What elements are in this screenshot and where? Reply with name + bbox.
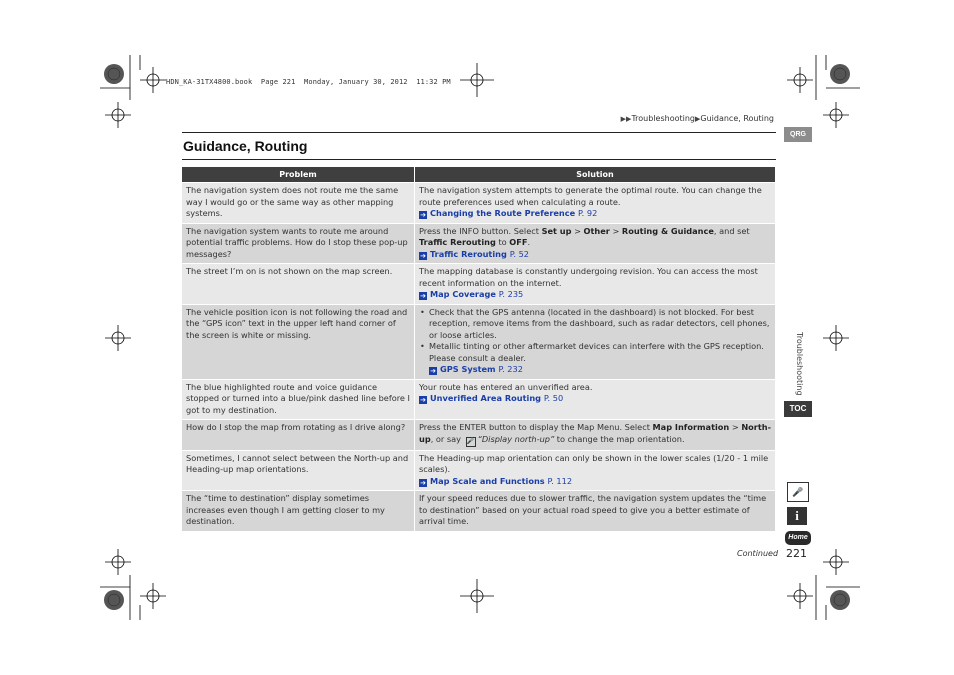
page-title: Guidance, Routing <box>183 138 308 154</box>
continued-label: Continued <box>737 549 779 558</box>
cross-reference-link[interactable]: ➔ Unverified Area Routing P. 50 <box>420 393 564 404</box>
troubleshooting-table <box>182 167 775 531</box>
voice-command-text: “Display north-up” <box>477 433 555 444</box>
solution-cell <box>415 379 776 420</box>
table-row <box>182 183 775 224</box>
solution-bullet-list <box>419 307 771 376</box>
breadcrumb-section[interactable]: Troubleshooting <box>631 114 695 123</box>
cross-reference-link[interactable]: ➔ Map Scale and Functions P. 112 <box>420 475 573 487</box>
cross-reference-link[interactable]: ➔ Traffic Rerouting P. 52 <box>420 248 529 260</box>
table-row <box>182 420 775 451</box>
link-arrow-icon: ➔ <box>420 478 426 487</box>
table-row <box>182 491 775 531</box>
solution-cell <box>415 304 776 379</box>
list-item: • Check that the GPS antenna (located in the dashboard) is not blocked. For best reception, remove items from the dashboard, such as radar detectors, cell phones, or loose articles. <box>429 307 771 342</box>
page-number: 221 <box>786 547 807 560</box>
problem-cell: The navigation system does not route me the same way I would go or the same way as other mapping systems. <box>182 183 415 224</box>
solution-text: Your route has entered an unverified area. <box>419 381 593 392</box>
cross-reference-link[interactable]: ➔ Map Coverage P. 235 <box>420 289 524 300</box>
list-item: • Metallic tinting or other aftermarket devices can interfere with the GPS reception. Please consult a dealer. ➔ GPS System P. 232 <box>429 341 771 376</box>
column-header-problem: Problem <box>182 167 415 183</box>
link-arrow-icon: ➔ <box>420 251 426 260</box>
problem-cell: The vehicle position icon is not following the road and the “GPS icon” text in the upper left hand corner of the screen is white or missing. <box>182 304 415 379</box>
table-row <box>182 450 775 491</box>
breadcrumb <box>621 114 774 123</box>
info-index-icon[interactable]: i <box>787 507 807 525</box>
solution-cell: Press the INFO button. Select Set up > Other > Routing & Guidance, and set Traffic Rerouting to OFF. ➔ Traffic Rerouting P. 52 <box>415 223 776 264</box>
title-rule-top <box>182 132 776 133</box>
voice-command-icon: 🎤 <box>466 437 475 445</box>
toc-tab[interactable]: TOC <box>784 401 812 417</box>
solution-text: The mapping database is constantly undergoing revision. You can access the most recent information on the internet. <box>419 266 758 288</box>
breadcrumb-page: Guidance, Routing <box>700 114 774 123</box>
breadcrumb-arrow-icon: ▶▶ <box>620 115 632 123</box>
problem-cell: Sometimes, I cannot select between the North-up and Heading-up map orientations. <box>182 450 415 491</box>
solution-cell <box>415 450 776 491</box>
problem-cell: The navigation system wants to route me around potential traffic problems. How do I stop these pop-up messages? <box>182 223 415 264</box>
table-row <box>182 379 775 420</box>
link-arrow-icon: ➔ <box>420 396 426 404</box>
link-arrow-icon: ➔ <box>420 211 426 219</box>
voice-command-index-icon[interactable]: 🎤 <box>787 482 809 502</box>
link-arrow-icon: ➔ <box>430 367 436 375</box>
solution-cell <box>415 183 776 224</box>
table-row <box>182 304 775 379</box>
print-header: HDN_KA-31TX4800.book Page 221 Monday, January 30, 2012 11:32 PM <box>166 78 451 86</box>
solution-text: The Heading-up map orientation can only be shown in the lower scales (1/20 - 1 mile scales). <box>419 452 769 474</box>
problem-cell: The blue highlighted route and voice guidance stopped or turned into a blue/pink dashed line before I got to my destination. <box>182 379 415 420</box>
solution-cell: If your speed reduces due to slower traffic, the navigation system updates the “time to destination” based on your actual road speed to give you a better estimate of arrival time. <box>415 491 776 531</box>
table-row <box>182 264 775 305</box>
cross-reference-link[interactable]: ➔ GPS System P. 232 <box>430 364 523 375</box>
problem-cell: The “time to destination” display sometimes increases even though I am getting closer to my destination. <box>182 491 415 531</box>
breadcrumb-arrow-icon: ▶ <box>694 115 701 123</box>
qrg-tab[interactable]: QRG <box>784 127 812 142</box>
table-row <box>182 223 775 264</box>
solution-cell <box>415 264 776 305</box>
solution-text: The navigation system attempts to generate the optimal route. You can change the route preferences used when calculating a route. <box>419 185 762 207</box>
problem-cell: How do I stop the map from rotating as I drive along? <box>182 420 415 451</box>
column-header-solution: Solution <box>415 167 776 183</box>
home-button[interactable]: Home <box>785 531 811 545</box>
section-side-label: Troubleshooting <box>795 332 804 396</box>
link-arrow-icon: ➔ <box>420 292 426 300</box>
table-header-row <box>182 167 775 183</box>
title-rule-bottom <box>182 159 776 160</box>
problem-cell: The street I’m on is not shown on the map screen. <box>182 264 415 305</box>
solution-cell: Press the ENTER button to display the Map Menu. Select Map Information > North-up, or say 🎤 “Display north-up” to change the map orientation. <box>415 420 776 451</box>
cross-reference-link[interactable]: ➔ Changing the Route Preference P. 92 <box>420 208 598 219</box>
